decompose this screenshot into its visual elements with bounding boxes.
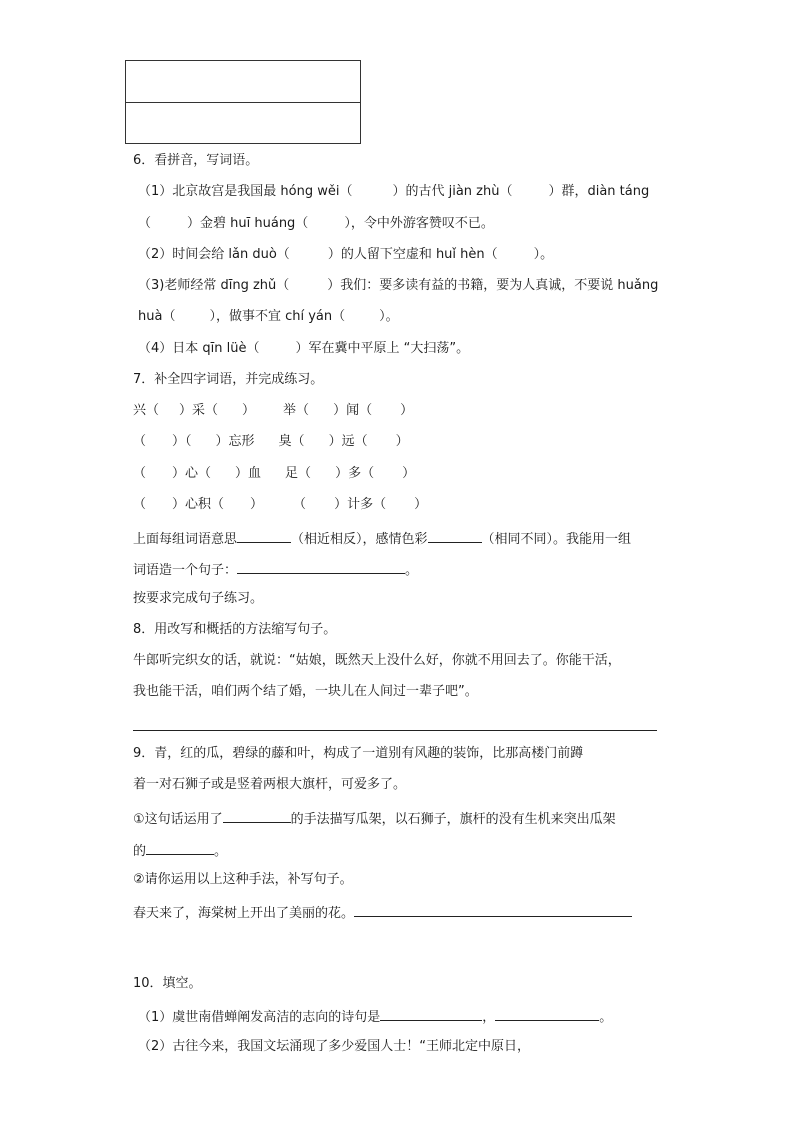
q6-sentence-1-cont: （ ）金碧 huī huáng（ ），令中外游客赞叹不已。: [138, 216, 494, 231]
q9-passage-line-1: 9．青，红的瓜，碧绿的藤和叶，构成了一道别有风趣的装饰，比那高楼门前蹲: [133, 746, 584, 761]
q6-sentence-3-cont: huà（ ），做事不宜 chí yán（ ）。: [138, 309, 399, 324]
q9-item-2-sentence: 春天来了，海棠树上开出了美丽的花。: [133, 902, 632, 923]
q7-title: 7．补全四字词语，并完成练习。: [133, 372, 324, 387]
q7-instruction: 按要求完成句子练习。: [133, 591, 264, 606]
answer-blank[interactable]: [354, 902, 632, 917]
q6-sentence-1: （1）北京故宫是我国最 hóng wěi（ ）的古代 jiàn zhù（ ）群，diàn táng: [138, 184, 650, 199]
answer-table-row[interactable]: [126, 102, 360, 143]
q7-row-1: 兴（ ）采（ ） 举（ ）闻（ ）: [133, 403, 414, 418]
q6-sentence-4: （4）日本 qīn lüè（ ）军在冀中平原上 “大扫荡”。: [138, 341, 470, 356]
q9-item-2: ②请你运用以上这种手法，补写句子。: [133, 872, 353, 887]
q9-item-1-cont: 的 。: [133, 840, 227, 861]
q8-title: 8．用改写和概括的方法缩写句子。: [133, 622, 337, 637]
q6-sentence-3: （3)老师经常 dīng zhǔ（ ）我们：要多读有益的书籍，要为人真诚，不要说 huǎng: [138, 278, 659, 293]
q6-sentence-2: （2）时间会给 lǎn duò（ ）的人留下空虚和 huǐ hèn（ ）。: [138, 247, 554, 262]
q10-item-1: （1）虞世南借蝉阐发高洁的志向的诗句是 ， 。: [138, 1006, 612, 1027]
q10-title: 10．填空。: [133, 976, 202, 991]
q7-practice-line-2: 词语造一个句子： 。: [133, 559, 418, 580]
q8-passage-line-1: 牛郎听完织女的话，就说：“姑娘，既然天上没什么好，你就不用回去了。你能干活，: [133, 653, 621, 668]
q7-row-4: （ ）心积（ ） （ ）计多（ ）: [133, 497, 428, 512]
answer-blank[interactable]: [428, 528, 482, 543]
answer-blank[interactable]: [237, 528, 291, 543]
q6-title: 6．看拼音，写词语。: [133, 153, 259, 168]
answer-blank[interactable]: [223, 808, 291, 823]
answer-blank[interactable]: [380, 1006, 482, 1021]
q9-passage-line-2: 着一对石狮子或是竖着两根大旗杆，可爱多了。: [133, 777, 407, 792]
q8-answer-line[interactable]: [133, 730, 657, 731]
q7-row-3: （ ）心（ ）血 足（ ）多（ ）: [133, 466, 416, 481]
q7-row-2: （ ）（ ）忘形 臭（ ）远（ ）: [133, 434, 409, 449]
answer-blank[interactable]: [495, 1006, 599, 1021]
answer-table-row[interactable]: [126, 61, 360, 102]
q8-passage-line-2: 我也能干活，咱们两个结了婚，一块儿在人间过一辈子吧”。: [133, 684, 478, 699]
answer-blank[interactable]: [146, 840, 214, 855]
q10-item-2: （2）古往今来，我国文坛涌现了多少爱国人士！“王师北定中原日，: [138, 1039, 531, 1054]
answer-table: [125, 60, 361, 144]
q7-practice-line-1: 上面每组词语意思 （相近相反），感情色彩 （相同不同）。我能用一组: [133, 528, 631, 549]
q9-item-1: ①这句话运用了 的手法描写瓜架，以石狮子，旗杆的没有生机来突出瓜架: [133, 808, 616, 829]
answer-blank[interactable]: [237, 559, 405, 574]
